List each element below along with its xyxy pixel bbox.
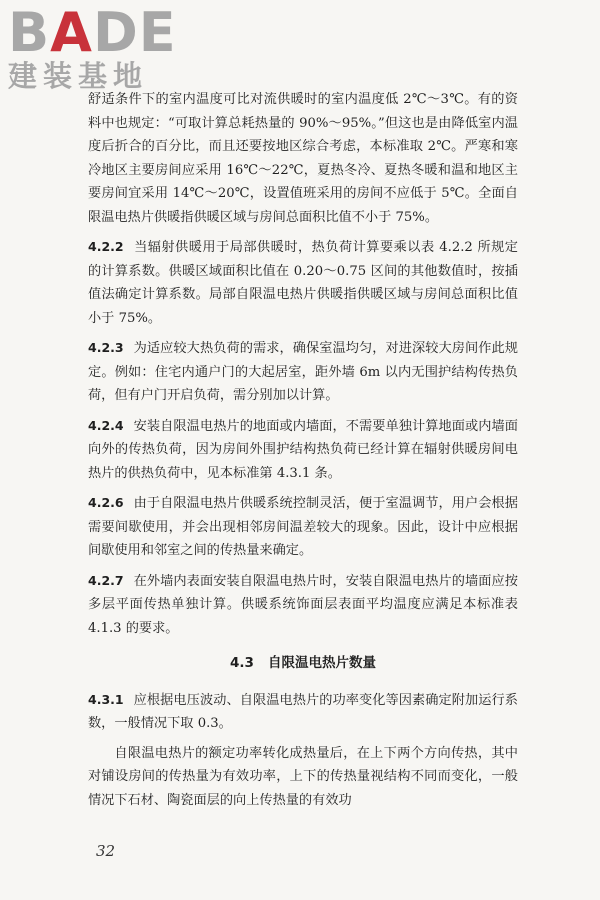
clause-4-2-2: 4.2.2 当辐射供暖用于局部供暖时，热负荷计算要乘以表 4.2.2 所规定的计算系数。供暖区域面积比值在 0.20～0.75 区间的其他数值时，按插值法确定计算系数。局部自限温电热片供暖指供暖区域与房间总面积比值小于 75%。 bbox=[88, 239, 518, 326]
clause-4-3-1: 4.3.1 应根据电压波动、自限温电热片的功率变化等因素确定附加运行系数，一般情况下取 0.3。 bbox=[88, 691, 518, 731]
page-number: 32 bbox=[96, 842, 116, 860]
document-page bbox=[88, 88, 518, 818]
clause-4-2-4: 4.2.4 安装自限温电热片的地面或内墙面，不需要单独计算地面或内墙面向外的传热负荷，因为房间外围护结构热负荷已经计算在辐射供暖房间电热片的供热负荷中，见本标准第 4.3.1 条。 bbox=[88, 417, 518, 481]
clause-4-2-6: 4.2.6 由于自限温电热片供暖系统控制灵活，便于室温调节，用户会根据需要间歇使用，并会出现相邻房间温差较大的现象。因此，设计中应根据间歇使用和邻室之间的传热量来确定。 bbox=[88, 495, 518, 558]
clause-4-2-3: 4.2.3 为适应较大热负荷的需求，确保室温均匀，对进深较大房间作此规定。例如：住宅内通户门的大起居室，距外墙 6m 以内无围护结构传热负荷，但有户门开启负荷，需分别加以计算。 bbox=[88, 340, 518, 403]
bade-logo bbox=[8, 1, 178, 94]
clause-4-2-7: 4.2.7 在外墙内表面安装自限温电热片时，安装自限温电热片的墙面应按多层平面传热单独计算。供暖系统饰面层表面平均温度应满足本标准表 4.1.3 的要求。 bbox=[88, 572, 518, 636]
section-heading: 4.3 自限温电热片数量 bbox=[230, 655, 376, 671]
logo-chinese-text: 建装基地 bbox=[8, 59, 149, 93]
section-paragraph: 自限温电热片的额定功率转化成热量后，在上下两个方向传热，其中对铺设房间的传热量为有效功率，上下的传热量视结构不同而变化，一般情况下石材、陶瓷面层的向上传热量的有效功 bbox=[88, 745, 518, 808]
continued-paragraph: 舒适条件下的室内温度可比对流供暖时的室内温度低 2℃～3℃。有的资料中也规定：“可取计算总耗热量的 90%～95%。”但这也是由降低室内温度后折合的百分比，而且还要按地区综合考虑，本标准取 2℃。严寒和寒冷地区主要房间应采用 16℃～22℃，夏热冬冷、夏热冬暖和温和地区主要房间宜采用 14℃～20℃，设置值班采用的房间不应低于 5℃。全面自限温电热片供暖指供暖区域与房间总面积比值不小于 75%。 bbox=[88, 92, 518, 225]
logo-wordmark: BADE bbox=[8, 1, 177, 64]
